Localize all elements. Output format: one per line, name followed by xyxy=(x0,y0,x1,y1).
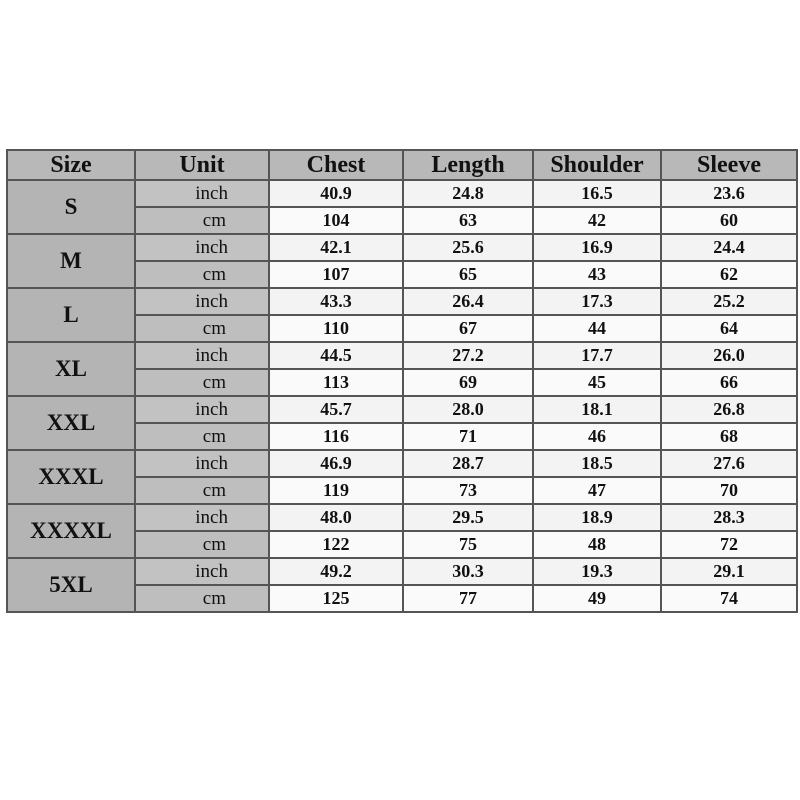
unit-label: inch xyxy=(135,504,269,531)
chest-value: 42.1 xyxy=(269,234,403,261)
sleeve-value: 62 xyxy=(661,261,797,288)
shoulder-value: 16.5 xyxy=(533,180,661,207)
shoulder-value: 17.7 xyxy=(533,342,661,369)
sleeve-value: 24.4 xyxy=(661,234,797,261)
size-chart-body xyxy=(7,180,797,612)
size-label: M xyxy=(7,234,135,288)
size-label: 5XL xyxy=(7,558,135,612)
chest-value: 107 xyxy=(269,261,403,288)
chest-value: 104 xyxy=(269,207,403,234)
length-value: 26.4 xyxy=(403,288,533,315)
shoulder-value: 17.3 xyxy=(533,288,661,315)
chest-value: 116 xyxy=(269,423,403,450)
sleeve-value: 72 xyxy=(661,531,797,558)
unit-label: inch xyxy=(135,180,269,207)
length-value: 28.0 xyxy=(403,396,533,423)
shoulder-value: 43 xyxy=(533,261,661,288)
table-row xyxy=(7,558,797,585)
sleeve-value: 26.8 xyxy=(661,396,797,423)
unit-label: cm xyxy=(135,531,269,558)
unit-label: inch xyxy=(135,558,269,585)
length-value: 69 xyxy=(403,369,533,396)
sleeve-value: 74 xyxy=(661,585,797,612)
length-value: 67 xyxy=(403,315,533,342)
chest-value: 49.2 xyxy=(269,558,403,585)
length-value: 30.3 xyxy=(403,558,533,585)
chest-value: 48.0 xyxy=(269,504,403,531)
header-shoulder: Shoulder xyxy=(533,150,661,180)
table-row xyxy=(7,396,797,423)
unit-label: inch xyxy=(135,450,269,477)
length-value: 28.7 xyxy=(403,450,533,477)
sleeve-value: 70 xyxy=(661,477,797,504)
table-row xyxy=(7,288,797,315)
shoulder-value: 49 xyxy=(533,585,661,612)
length-value: 71 xyxy=(403,423,533,450)
length-value: 63 xyxy=(403,207,533,234)
header-sleeve: Sleeve xyxy=(661,150,797,180)
chest-value: 43.3 xyxy=(269,288,403,315)
sleeve-value: 26.0 xyxy=(661,342,797,369)
chest-value: 110 xyxy=(269,315,403,342)
chest-value: 122 xyxy=(269,531,403,558)
size-label: L xyxy=(7,288,135,342)
length-value: 65 xyxy=(403,261,533,288)
size-label: S xyxy=(7,180,135,234)
chest-value: 119 xyxy=(269,477,403,504)
header-row xyxy=(7,150,797,180)
shoulder-value: 18.9 xyxy=(533,504,661,531)
chest-value: 46.9 xyxy=(269,450,403,477)
size-label: XXXXL xyxy=(7,504,135,558)
table-row xyxy=(7,234,797,261)
table-row xyxy=(7,504,797,531)
size-label: XL xyxy=(7,342,135,396)
shoulder-value: 45 xyxy=(533,369,661,396)
length-value: 29.5 xyxy=(403,504,533,531)
chest-value: 40.9 xyxy=(269,180,403,207)
chest-value: 113 xyxy=(269,369,403,396)
unit-label: cm xyxy=(135,477,269,504)
chest-value: 44.5 xyxy=(269,342,403,369)
chest-value: 125 xyxy=(269,585,403,612)
unit-label: cm xyxy=(135,423,269,450)
length-value: 24.8 xyxy=(403,180,533,207)
chest-value: 45.7 xyxy=(269,396,403,423)
unit-label: cm xyxy=(135,315,269,342)
shoulder-value: 48 xyxy=(533,531,661,558)
unit-label: cm xyxy=(135,207,269,234)
length-value: 77 xyxy=(403,585,533,612)
shoulder-value: 46 xyxy=(533,423,661,450)
size-label: XXL xyxy=(7,396,135,450)
unit-label: inch xyxy=(135,342,269,369)
length-value: 25.6 xyxy=(403,234,533,261)
sleeve-value: 64 xyxy=(661,315,797,342)
table-row xyxy=(7,342,797,369)
sleeve-value: 29.1 xyxy=(661,558,797,585)
unit-label: cm xyxy=(135,369,269,396)
shoulder-value: 44 xyxy=(533,315,661,342)
unit-label: inch xyxy=(135,396,269,423)
sleeve-value: 66 xyxy=(661,369,797,396)
length-value: 75 xyxy=(403,531,533,558)
header-chest: Chest xyxy=(269,150,403,180)
shoulder-value: 16.9 xyxy=(533,234,661,261)
sleeve-value: 27.6 xyxy=(661,450,797,477)
shoulder-value: 18.5 xyxy=(533,450,661,477)
table-row xyxy=(7,450,797,477)
size-chart-table xyxy=(6,149,798,613)
sleeve-value: 28.3 xyxy=(661,504,797,531)
length-value: 73 xyxy=(403,477,533,504)
header-length: Length xyxy=(403,150,533,180)
size-label: XXXL xyxy=(7,450,135,504)
shoulder-value: 47 xyxy=(533,477,661,504)
sleeve-value: 68 xyxy=(661,423,797,450)
unit-label: cm xyxy=(135,261,269,288)
unit-label: inch xyxy=(135,234,269,261)
shoulder-value: 42 xyxy=(533,207,661,234)
header-size: Size xyxy=(7,150,135,180)
sleeve-value: 23.6 xyxy=(661,180,797,207)
table-row xyxy=(7,180,797,207)
length-value: 27.2 xyxy=(403,342,533,369)
header-unit: Unit xyxy=(135,150,269,180)
sleeve-value: 60 xyxy=(661,207,797,234)
sleeve-value: 25.2 xyxy=(661,288,797,315)
unit-label: inch xyxy=(135,288,269,315)
unit-label: cm xyxy=(135,585,269,612)
shoulder-value: 18.1 xyxy=(533,396,661,423)
shoulder-value: 19.3 xyxy=(533,558,661,585)
